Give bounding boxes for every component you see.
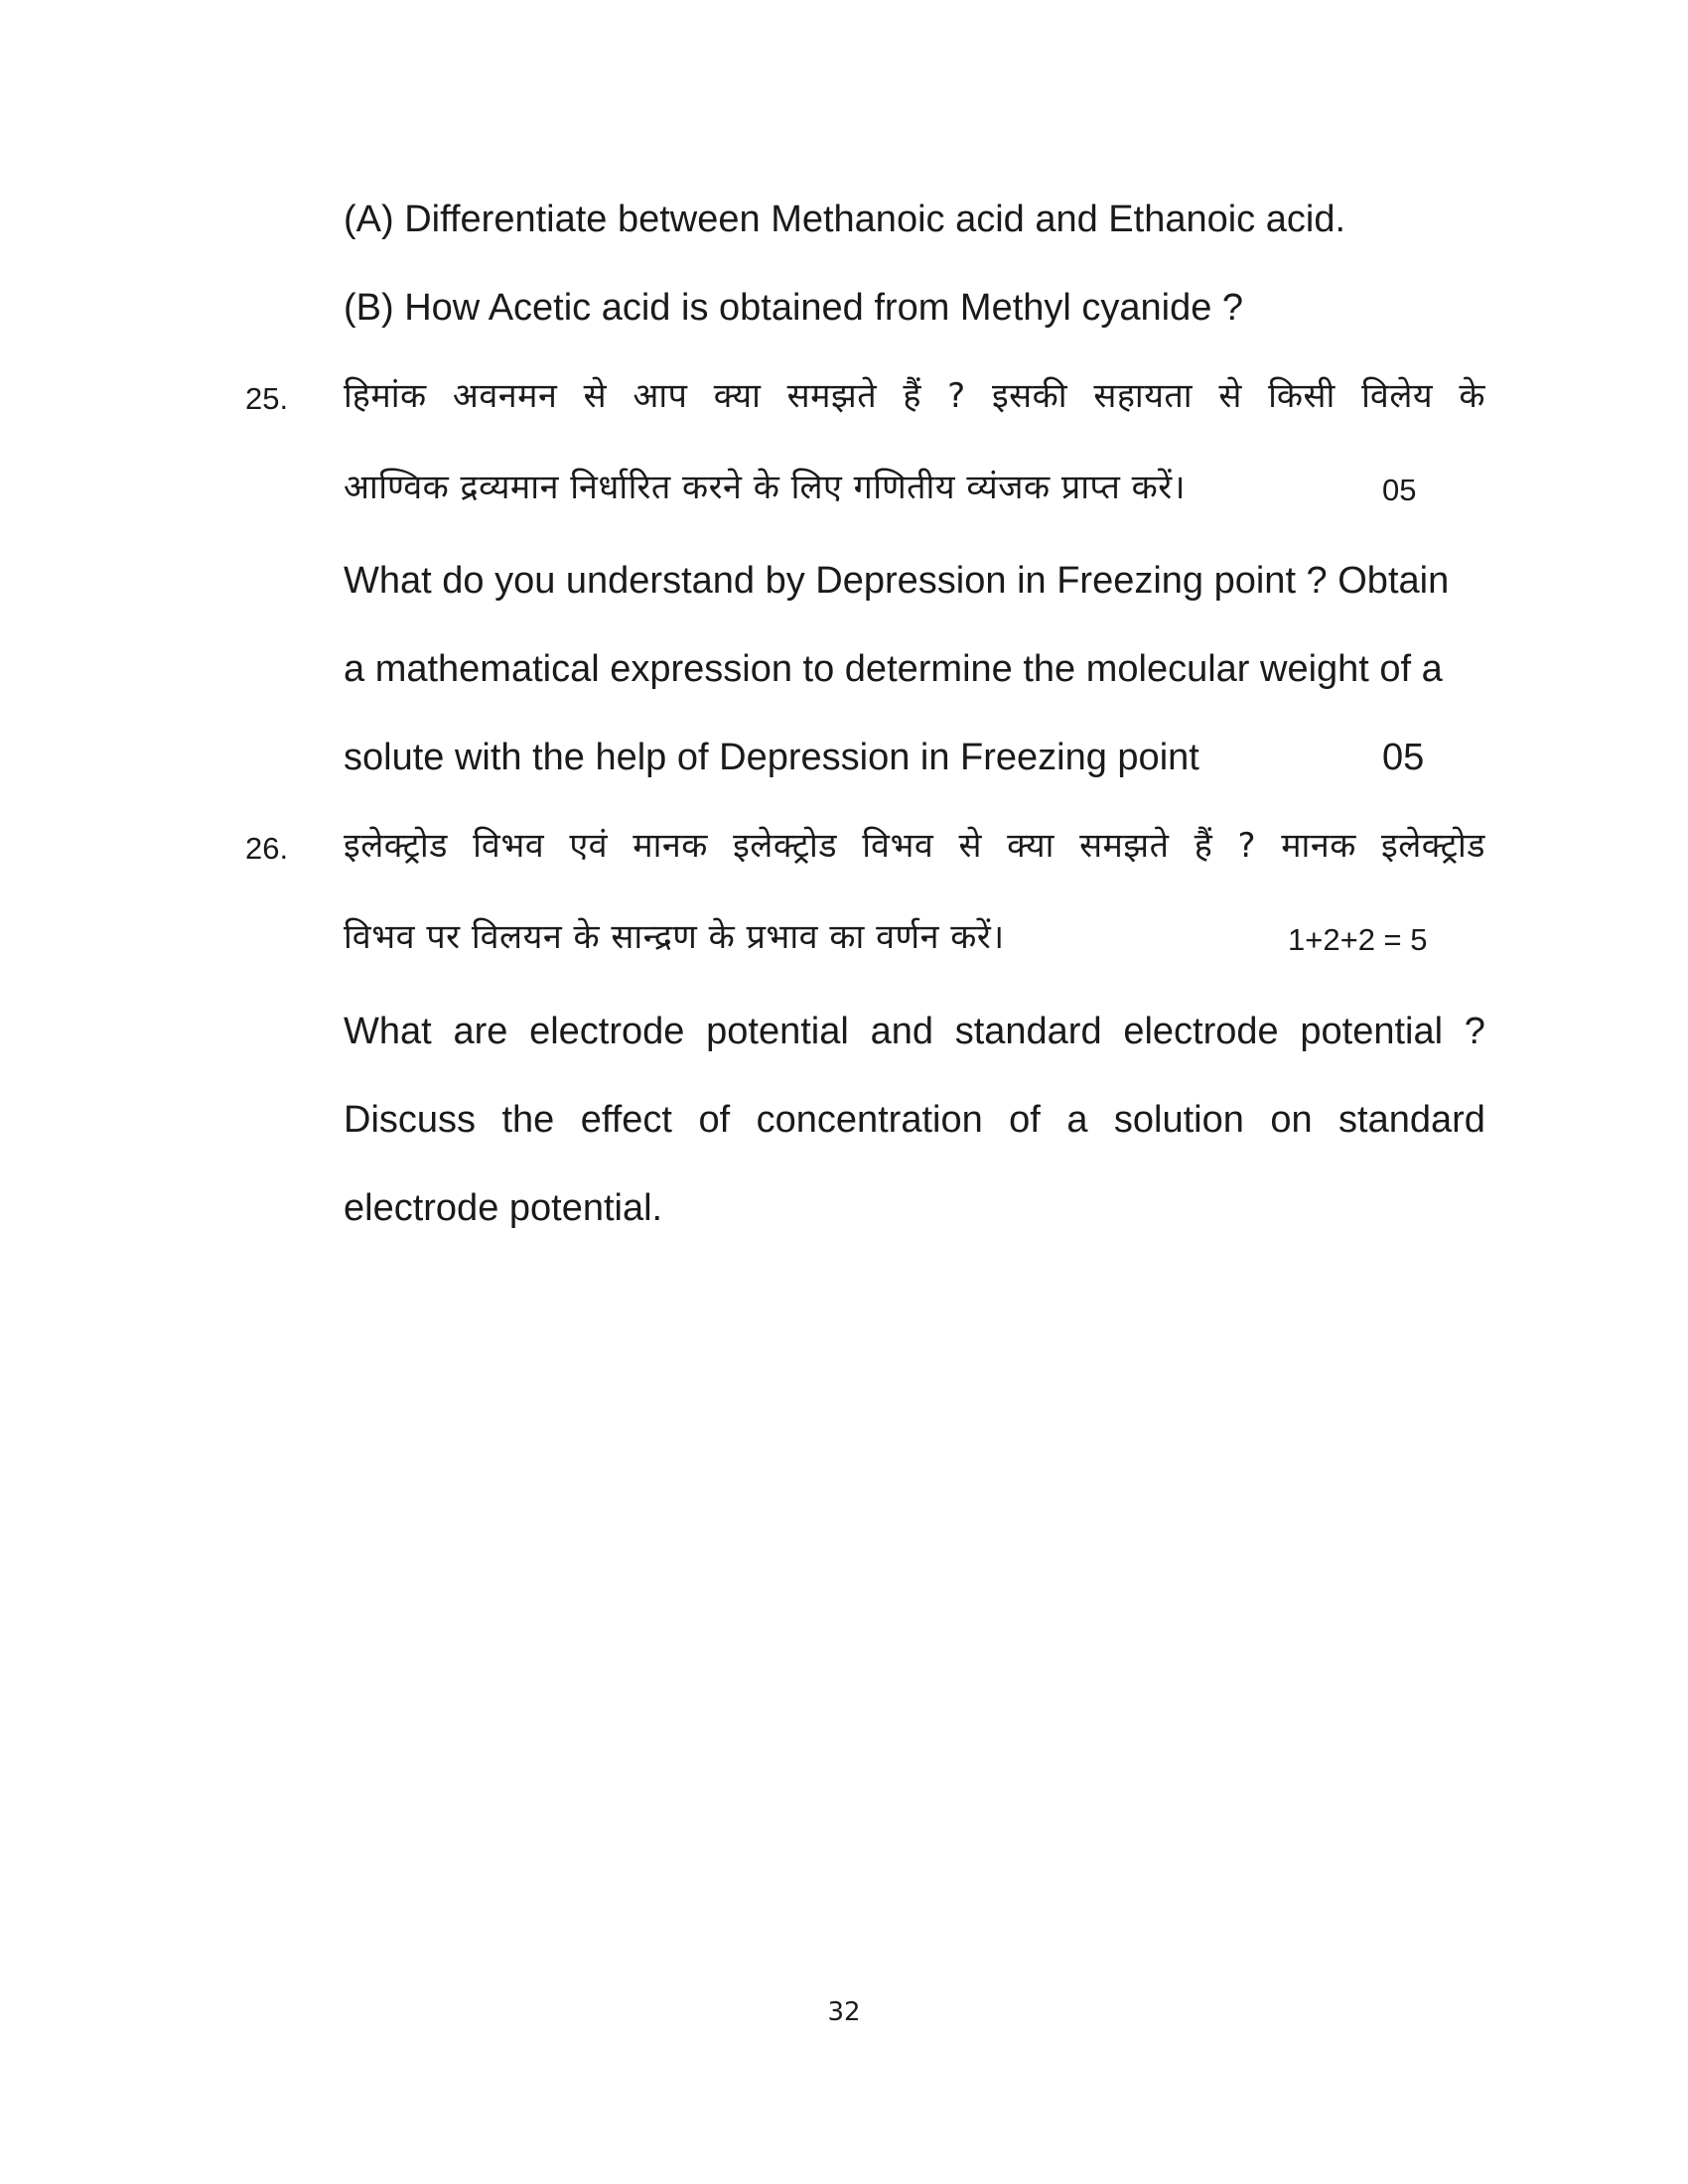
q24-option-a: (A) Differentiate between Methanoic acid and Ethanoic acid. xyxy=(344,199,1346,240)
word: से xyxy=(958,826,982,866)
word: अवनमन xyxy=(452,376,558,416)
word: विभव xyxy=(473,826,545,866)
word: समझते xyxy=(786,376,878,416)
word: इलेक्ट्रोड xyxy=(733,826,838,866)
word: क्या xyxy=(713,376,762,416)
word: ? xyxy=(1237,826,1256,866)
q25-english-line-1: What do you understand by Depression in Freezing point ? Obtain xyxy=(344,560,1450,602)
q25-number: 25. xyxy=(245,381,289,416)
q26-hindi-line-1 xyxy=(344,823,1485,869)
word: इसकी xyxy=(991,376,1068,416)
word: Discuss xyxy=(344,1099,477,1141)
word: एवं xyxy=(569,826,609,866)
word: of xyxy=(1009,1099,1041,1141)
word: potential xyxy=(706,1011,849,1052)
q25-english-line-2: a mathematical expression to determine the molecular weight of a xyxy=(344,648,1443,690)
word: solution xyxy=(1113,1099,1244,1141)
word: standard xyxy=(954,1011,1102,1052)
word: विलेय xyxy=(1361,376,1434,416)
q26-hindi-line-2: विभव पर विलयन के सान्द्रण के प्रभाव का वर्णन करें। xyxy=(344,917,1005,957)
word: आप xyxy=(633,376,688,416)
word: हैं xyxy=(1194,826,1213,866)
word: electrode xyxy=(1123,1011,1279,1052)
word: सहायता xyxy=(1093,376,1194,416)
word: से xyxy=(1218,376,1242,416)
word: हैं xyxy=(903,376,921,416)
q25-hindi-line-2: आण्विक द्रव्यमान निर्धारित करने के लिए गणितीय व्यंजक प्राप्त करें। xyxy=(344,468,1187,507)
word: ? xyxy=(947,376,966,416)
q26-english-line-2 xyxy=(344,1097,1485,1143)
word: electrode xyxy=(529,1011,685,1052)
word: मानक xyxy=(633,826,708,866)
q26-hindi-marks: 1+2+2 = 5 xyxy=(1288,922,1428,957)
word: विभव xyxy=(862,826,934,866)
word: of xyxy=(698,1099,731,1141)
q25-hindi-marks: 05 xyxy=(1382,473,1417,507)
word: effect xyxy=(580,1099,672,1141)
word: इलेक्ट्रोड xyxy=(1381,826,1485,866)
q26-number: 26. xyxy=(245,831,289,866)
word: potential xyxy=(1300,1011,1444,1052)
word: इलेक्ट्रोड xyxy=(344,826,448,866)
q25-english-marks: 05 xyxy=(1382,737,1425,778)
page-number: 32 xyxy=(827,1997,861,2027)
word: on xyxy=(1270,1099,1313,1141)
word: a xyxy=(1066,1099,1088,1141)
word: the xyxy=(501,1099,555,1141)
word: and xyxy=(870,1011,933,1052)
q25-hindi-line-1 xyxy=(344,373,1485,419)
word: क्या xyxy=(1007,826,1055,866)
word: ? xyxy=(1464,1011,1485,1052)
word: मानक xyxy=(1281,826,1356,866)
word: किसी xyxy=(1268,376,1336,416)
q24-option-b: (B) How Acetic acid is obtained from Methyl cyanide ? xyxy=(344,287,1244,329)
q26-english-line-3: electrode potential. xyxy=(344,1187,663,1229)
word: से xyxy=(583,376,608,416)
word: समझते xyxy=(1079,826,1170,866)
word: standard xyxy=(1338,1099,1485,1141)
q26-english-line-1 xyxy=(344,1009,1485,1054)
word: are xyxy=(453,1011,508,1052)
word: concentration xyxy=(756,1099,983,1141)
q25-english-line-3: solute with the help of Depression in Freezing point xyxy=(344,737,1199,778)
word: What xyxy=(344,1011,432,1052)
word: के xyxy=(1459,376,1485,416)
word: हिमांक xyxy=(344,376,427,416)
